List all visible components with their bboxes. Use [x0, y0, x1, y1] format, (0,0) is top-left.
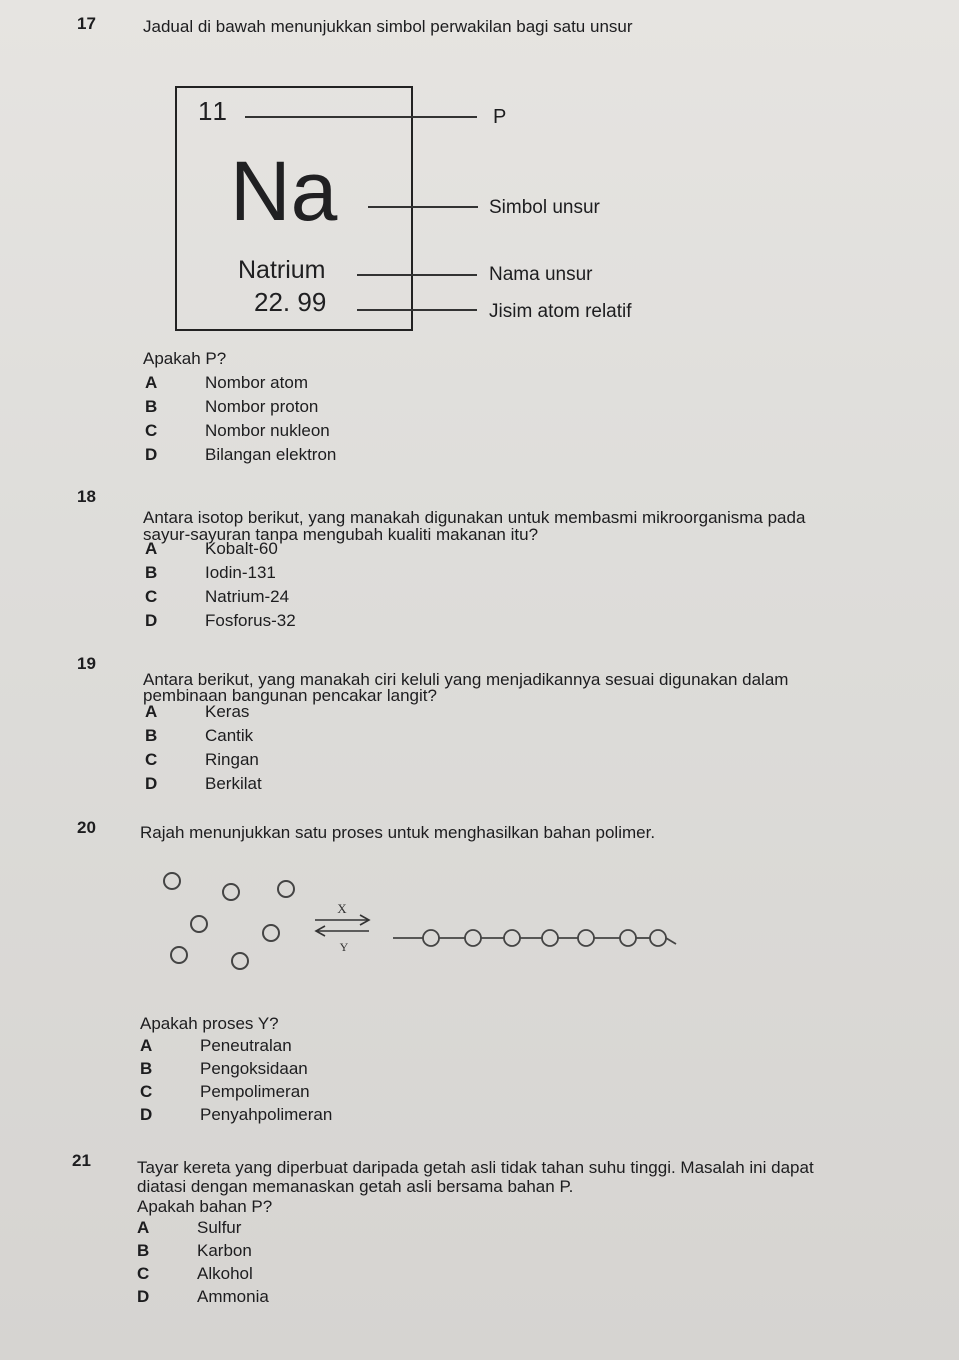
monomer-circle: [171, 947, 187, 963]
option-text: Alkohol: [197, 1264, 253, 1283]
option-text: Peneutralan: [200, 1036, 292, 1055]
q17-option-d[interactable]: [145, 445, 336, 465]
q21-line2: diatasi dengan memanaskan getah asli bersama bahan P.: [137, 1177, 574, 1196]
polymer-unit: [650, 930, 666, 946]
q18-option-a[interactable]: [145, 539, 278, 559]
q17-option-c[interactable]: [145, 421, 330, 441]
option-text: Ringan: [205, 750, 259, 769]
monomer-group: [164, 873, 294, 969]
option-text: Pempolimeran: [200, 1082, 310, 1101]
q19-line2: pembinaan bangunan pencakar langit?: [143, 686, 437, 705]
option-letter: A: [137, 1218, 150, 1237]
q20-option-a[interactable]: [140, 1036, 292, 1056]
label-mass: Jisim atom relatif: [489, 301, 632, 322]
q18-line2: sayur-sayuran tanpa mengubah kualiti makanan itu?: [143, 525, 539, 544]
q21-number: 21: [72, 1151, 91, 1170]
option-letter: C: [140, 1082, 153, 1101]
option-letter: D: [140, 1105, 153, 1124]
monomer-circle: [232, 953, 248, 969]
q21-question: Apakah bahan P?: [137, 1197, 273, 1216]
symbol-pointer-line: [368, 206, 478, 208]
monomer-circle: [191, 916, 207, 932]
option-letter: D: [145, 445, 158, 464]
option-letter: B: [140, 1059, 153, 1078]
q20-question: Apakah proses Y?: [140, 1014, 279, 1033]
option-text: Nombor nukleon: [205, 421, 330, 440]
q20-number: 20: [77, 818, 96, 837]
option-text: Nombor atom: [205, 373, 308, 392]
option-letter: C: [145, 750, 158, 769]
q17-number: 17: [77, 14, 96, 33]
option-text: Pengoksidaan: [200, 1059, 308, 1078]
option-text: Iodin-131: [205, 563, 276, 582]
q19-option-b[interactable]: [145, 726, 253, 746]
element-symbol: Na: [230, 144, 338, 238]
q20-option-c[interactable]: [140, 1082, 310, 1102]
q20-option-b[interactable]: [140, 1059, 308, 1079]
q20-option-d[interactable]: [140, 1105, 332, 1125]
option-text: Ammonia: [197, 1287, 269, 1306]
option-letter: D: [137, 1287, 150, 1306]
option-text: Fosforus-32: [205, 611, 296, 630]
q19-line1: Antara berikut, yang manakah ciri keluli yang menjadikannya sesuai digunakan dalam: [143, 670, 789, 689]
option-letter: B: [137, 1241, 150, 1260]
option-letter: B: [145, 563, 158, 582]
monomer-circle: [164, 873, 180, 889]
q21-option-b[interactable]: [137, 1241, 252, 1261]
chain-bond: [666, 938, 676, 944]
element-name: Natrium: [238, 256, 326, 284]
q19-option-d[interactable]: [145, 774, 262, 794]
arrow-label-y: Y: [339, 940, 349, 954]
equilibrium-arrows: [315, 915, 369, 936]
option-letter: A: [140, 1036, 153, 1055]
q19-option-a[interactable]: [145, 702, 249, 722]
option-letter: D: [145, 611, 158, 630]
q20-text: Rajah menunjukkan satu proses untuk menghasilkan bahan polimer.: [140, 823, 656, 842]
monomer-circle: [278, 881, 294, 897]
option-letter: A: [145, 539, 158, 558]
q19-option-c[interactable]: [145, 750, 259, 770]
option-letter: B: [145, 397, 158, 416]
p-pointer-line: [245, 116, 477, 118]
q18-option-b[interactable]: [145, 563, 276, 583]
option-letter: B: [145, 726, 158, 745]
polymer-unit: [465, 930, 481, 946]
polymer-unit: [578, 930, 594, 946]
element-atomic-number: 11: [198, 96, 229, 126]
q17-option-a[interactable]: [145, 373, 308, 393]
option-text: Karbon: [197, 1241, 252, 1260]
option-text: Sulfur: [197, 1218, 242, 1237]
polymer-chain: [393, 930, 676, 946]
q18-number: 18: [77, 487, 96, 506]
label-symbol: Simbol unsur: [489, 197, 600, 218]
option-letter: C: [137, 1264, 150, 1283]
option-text: Berkilat: [205, 774, 262, 793]
option-letter: C: [145, 587, 158, 606]
option-letter: A: [145, 373, 158, 392]
mass-pointer-line: [357, 309, 477, 311]
option-text: Kobalt-60: [205, 539, 278, 558]
arrow-label-x: X: [337, 901, 347, 916]
q18-option-c[interactable]: [145, 587, 289, 607]
option-text: Nombor proton: [205, 397, 319, 416]
q21-line1: Tayar kereta yang diperbuat daripada getah asli tidak tahan suhu tinggi. Masalah ini dapat: [137, 1158, 814, 1177]
q19-number: 19: [77, 654, 96, 673]
q21-option-a[interactable]: [137, 1218, 241, 1238]
option-letter: D: [145, 774, 158, 793]
option-text: Cantik: [205, 726, 254, 745]
option-text: Bilangan elektron: [205, 445, 337, 464]
label-name: Nama unsur: [489, 264, 593, 285]
monomer-circle: [263, 925, 279, 941]
monomer-circle: [223, 884, 239, 900]
q17-question: Apakah P?: [143, 349, 227, 368]
q18-line1: Antara isotop berikut, yang manakah digunakan untuk membasmi mikroorganisma pada: [143, 508, 806, 527]
q21-option-d[interactable]: [137, 1287, 269, 1307]
polymer-unit: [504, 930, 520, 946]
option-letter: A: [145, 702, 158, 721]
q18-option-d[interactable]: [145, 611, 296, 631]
polymer-unit: [542, 930, 558, 946]
q17-option-b[interactable]: [145, 397, 318, 417]
name-pointer-line: [357, 274, 477, 276]
polymer-unit: [620, 930, 636, 946]
polymer-diagram: [140, 862, 700, 982]
option-text: Penyahpolimeran: [200, 1105, 333, 1124]
element-mass: 22. 99: [254, 287, 327, 317]
option-text: Keras: [205, 702, 250, 721]
polymer-unit: [423, 930, 439, 946]
option-text: Natrium-24: [205, 587, 290, 606]
label-p: P: [493, 106, 507, 128]
option-letter: C: [145, 421, 158, 440]
q17-text: Jadual di bawah menunjukkan simbol perwakilan bagi satu unsur: [143, 17, 633, 36]
q21-option-c[interactable]: [137, 1264, 253, 1284]
